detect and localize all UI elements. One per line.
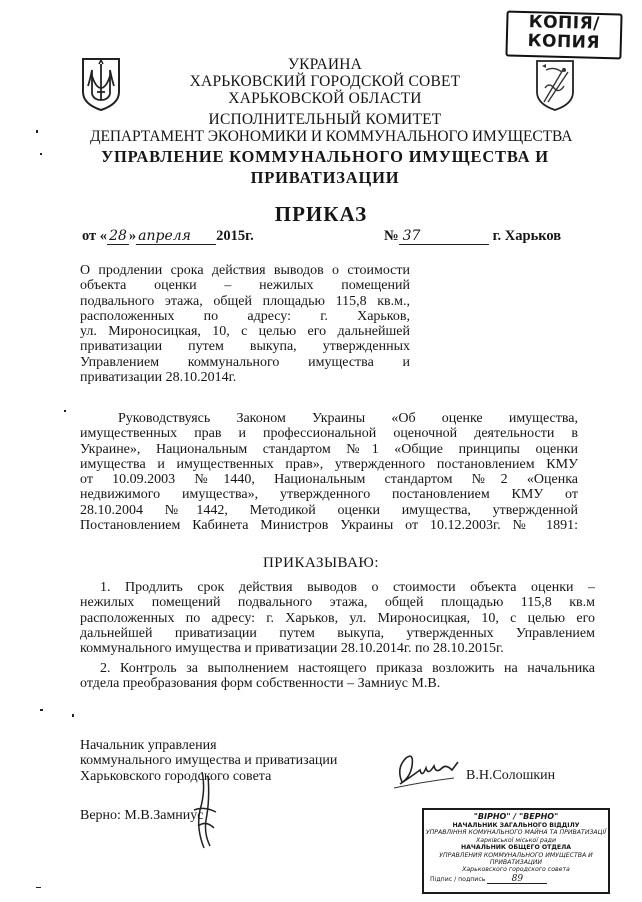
header-city-council: ХАРЬКОВСКИЙ ГОРОДСКОЙ СОВЕТ [189,73,461,90]
preamble-line: от 10.09.2003 №1440, Национальным стандартом №2 «Оценка [80,472,578,488]
item-line: нежилых помещений подвального этажа, общей площадью 115,8 кв.м [80,595,595,611]
scan-speck [64,410,66,412]
page-title: ПРИКАЗ [274,202,368,226]
order-date [82,228,282,245]
order-subject [80,263,410,385]
order-number: 37 [399,228,489,245]
subject-line: расположенных по адресу: г. Харьков, [80,308,410,324]
order-city: г. Харьков [492,228,562,244]
header-department: ДЕПАРТАМЕНТ ЭКОНОМИКИ И КОММУНАЛЬНОГО ИМУЩЕСТВА [90,128,573,145]
stamp-line: Харьковского городского совета [462,866,570,874]
scan-speck [36,130,38,133]
copy-stamp-line-2: КОПИЯ [527,31,601,53]
item-line: отдела преобразования форм собственности – Замниус М.В. [80,676,441,692]
item-line: дальнейшей приватизации путем выкупа, утвержденных Управлением [80,625,595,641]
signatory-name: В.Н.Солошкин [466,768,556,783]
stamp-line: Харківської міської ради [476,836,556,844]
subject-line: объекта оценки – нежилых помещений [80,278,410,294]
preamble-line: недвижимого имущества», утвержденного постановлением КМУ от [80,487,578,503]
preamble-line: имущественных прав и профессиональной оценочной деятельности в [80,426,578,442]
header-executive-committee: ИСПОЛНИТЕЛЬНЫЙ КОМИТЕТ [208,111,442,128]
position-line: Харьковского городского совета [80,768,272,784]
date-quote: » [128,228,137,244]
stamp-line: УПРАВЛІННЯ КОМУНАЛЬНОГО МАЙНА ТА ПРИВАТИЗАЦІЇ [425,829,607,837]
subject-line: приватизации 28.10.2014г. [80,370,237,386]
stamp-signature-row [424,873,608,884]
order-item-1 [80,580,595,656]
item-line: расположенных по адресу: г. Харьков, ул. Мироносицкая, 10, с целью его [80,610,595,626]
date-prefix: от « [82,228,108,244]
header-administration [90,146,560,188]
copy-stamp [505,10,622,59]
preamble-line: Руководствуясь Законом Украины «Об оценке имущества, [118,411,578,426]
preamble-line: Постановлением Кабинета Министров Украины от 10.12.2003г. № 1891: [80,518,578,534]
stamp-line: НАЧАЛЬНИК ОБЩЕГО ОТДЕЛА [460,844,572,852]
stamp-line: НАЧАЛЬНИК ЗАГАЛЬНОГО ВІДДІЛУ [452,822,580,829]
preamble-line: 28.10.2004 №1442, Методикой оценки имущества, утвержденной [80,502,578,518]
handwritten-signature-icon [392,748,462,790]
subject-line: подвального этажа, общей площадью 115,8 кв.м., [80,293,410,309]
date-month: апреля [136,228,216,245]
copy-stamp-line-1: КОПІЯ/ [528,12,601,34]
certified-copy-stamp [422,808,610,894]
scan-speck [36,887,41,888]
preamble-line: Украине», Национальным стандартом №1 «Общие принципы оценки [80,441,578,457]
subject-line: Управлением коммунального имущества и [80,354,410,370]
scan-speck [40,153,42,155]
number-label: № [384,228,399,244]
header-block-2 [90,111,573,145]
order-number-city [384,228,564,245]
stamp-sign-label: Підпис / подпись [430,875,486,883]
item-line: 1. Продлить срок действия выводов о стоимости объекта оценки – [100,580,595,595]
subject-line: О продлении срока действия выводов о стоимости [80,263,410,278]
scan-speck [40,709,43,711]
preamble [80,411,578,533]
stamp-title: "ВІРНО" / "ВЕРНО" [473,812,559,821]
stamp-line: УПРАВЛЕНИЯ КОММУНАЛЬНОГО ИМУЩЕСТВА И ПРИВАТИЗАЦИИ [439,851,593,867]
header-block [90,56,560,107]
order-item-2 [80,661,595,692]
header-administration-line-1: УПРАВЛЕНИЕ КОММУНАЛЬНОГО ИМУЩЕСТВА И [101,147,549,166]
header-country: УКРАИНА [287,56,363,73]
preamble-line: имущества и имущественных прав», утвержденного постановлением КМУ [80,456,578,472]
position-line: коммунального имущества и приватизации [80,753,338,769]
header-oblast: ХАРЬКОВСКОЙ ОБЛАСТИ [228,90,422,107]
header-administration-line-2: ПРИВАТИЗАЦИИ [250,168,400,187]
stamp-sign-value: 89 [487,876,547,884]
date-day: 28 [109,228,127,244]
verified-by: Верно: М.В.Замниус [80,808,204,823]
item-line: коммунального имущества и приватизации 28.10.2014г. по 28.10.2015г. [80,641,504,657]
subject-line: ул. Мироносицкая, 10, с целью его дальнейшей [80,324,410,340]
position-line: Начальник управления [80,738,217,753]
item-line: 2. Контроль за выполнением настоящего приказа возложить на начальника [100,661,595,676]
date-year: 2015г. [216,228,254,244]
signatory-position [80,738,380,784]
scan-speck [72,714,74,717]
order-word: ПРИКАЗЫВАЮ: [262,555,380,571]
subject-line: приватизации путем выкупа, утвержденных [80,339,410,355]
